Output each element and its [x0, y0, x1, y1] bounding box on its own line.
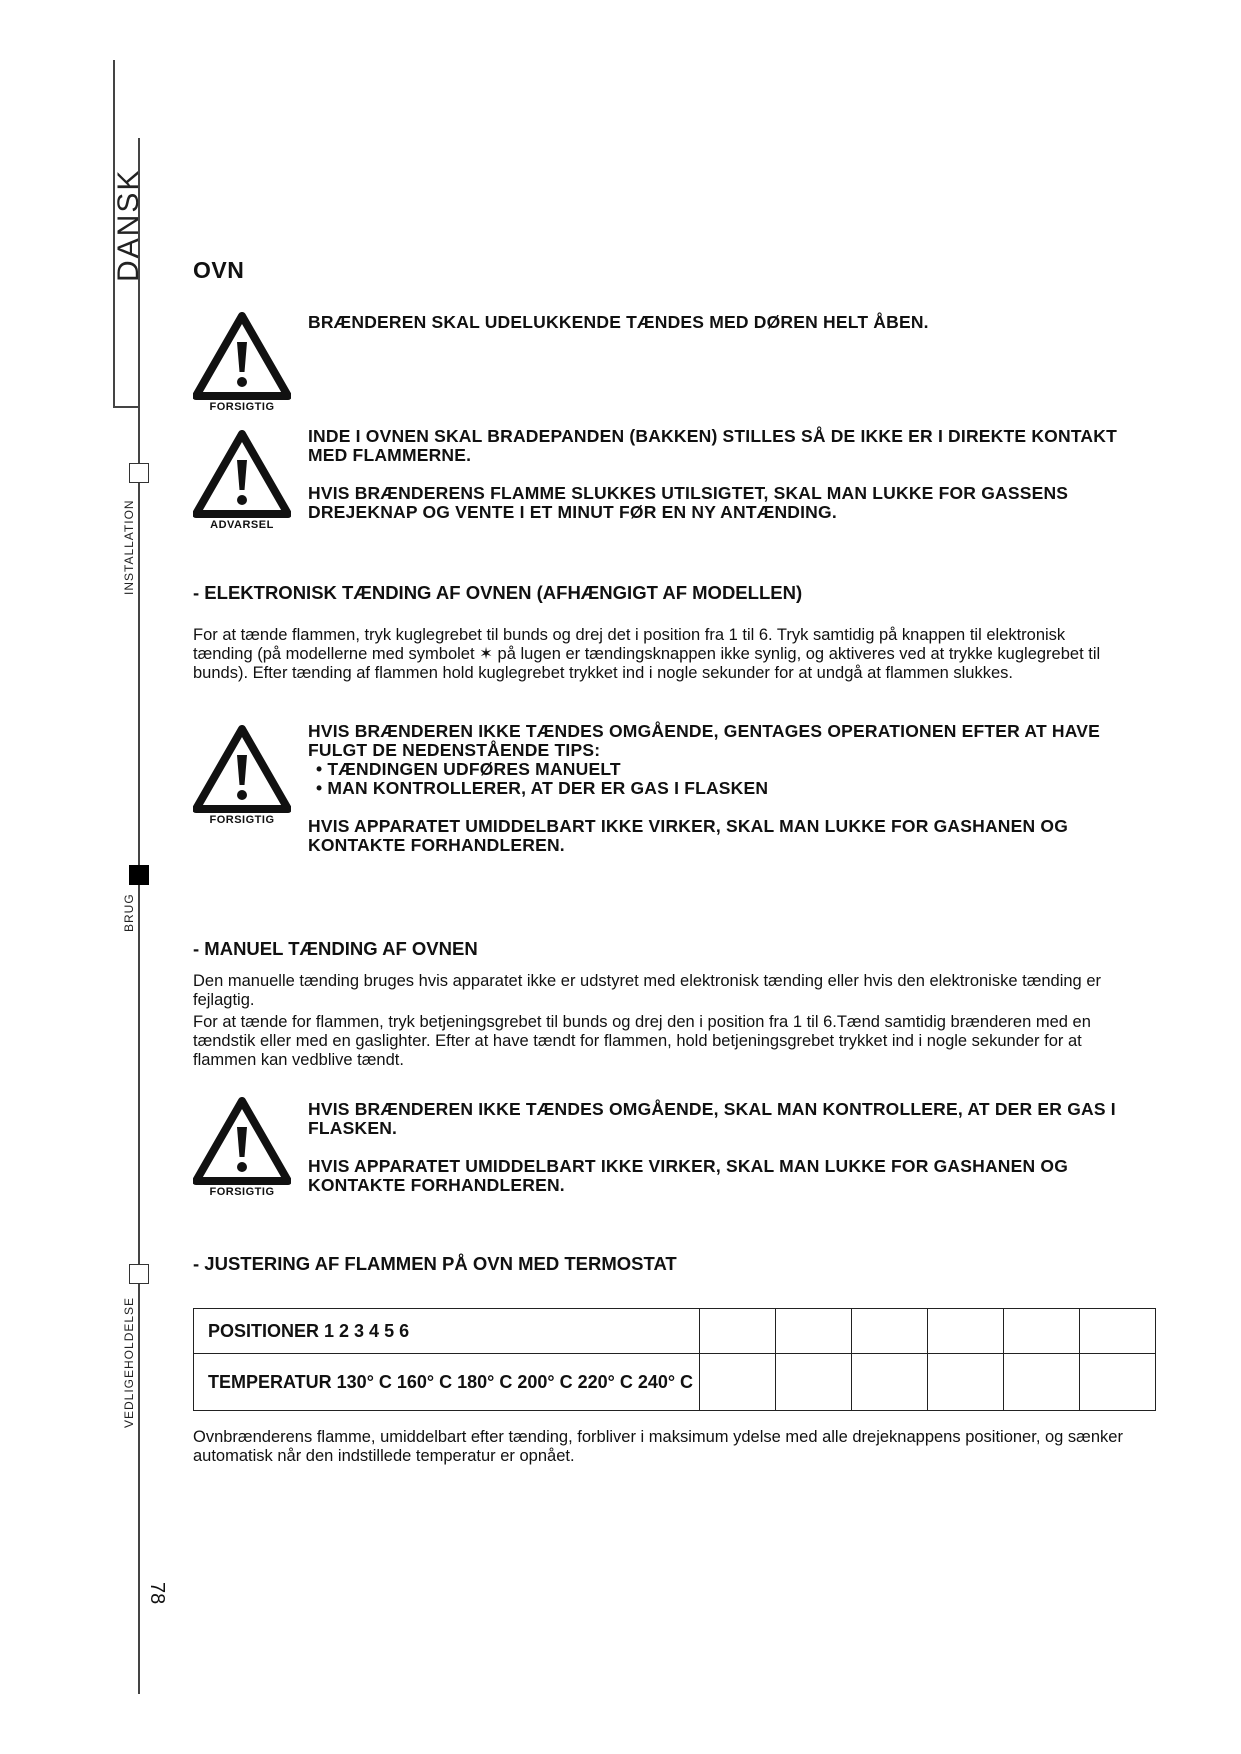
- warning-door-open-text: BRÆNDEREN SKAL UDELUKKENDE TÆNDES MED DØREN HELT ÅBEN.: [308, 312, 929, 332]
- table-cell: [700, 1354, 776, 1411]
- table-cell: [776, 1354, 852, 1411]
- warning-pan-text: INDE I OVNEN SKAL BRADEPANDEN (BAKKEN) STILLES SÅ DE IKKE ER I DIREKTE KONTAKT MED FLAMMERNE.: [308, 426, 1117, 465]
- thermostat-note-text: Ovnbrænderens flamme, umiddelbart efter tænding, forbliver i maksimum ydelse med alle drejeknappens positioner, og sænker automatisk når den indstillede temperatur er opnået.: [193, 1428, 1123, 1465]
- table-cell: [852, 1309, 928, 1354]
- warning-triangle-icon: [193, 312, 291, 413]
- warning-contact-dealer-text: HVIS APPARATET UMIDDELBART IKKE VIRKER, SKAL MAN LUKKE FOR GASHANEN OG KONTAKTE FORHANDLEREN.: [308, 816, 1069, 855]
- warning-pan-and-flame: [308, 427, 1138, 522]
- table-cell: [194, 1354, 700, 1411]
- warning-door-open: [308, 313, 1138, 332]
- table-row: [194, 1354, 1156, 1411]
- table-row: [194, 1309, 1156, 1354]
- sidebar-brug-marker: [129, 865, 149, 885]
- warning-icon-caption: FORSIGTIG: [209, 1186, 275, 1198]
- sidebar-installation-label: INSTALLATION: [122, 499, 136, 595]
- warning-triangle-icon: [193, 725, 291, 826]
- section-electronic-ignition-body: [193, 626, 1128, 683]
- sidebar-rule-main: [138, 138, 140, 1694]
- table-cell: [852, 1354, 928, 1411]
- sidebar-language-label: DANSK: [112, 168, 145, 282]
- sidebar-installation-marker: [129, 463, 149, 483]
- section-electronic-ignition-title: - ELEKTRONISK TÆNDING AF OVNEN (AFHÆNGIGT AF MODELLEN): [193, 582, 803, 603]
- table-cell: [194, 1309, 700, 1354]
- sidebar-vedligeholdelse-marker: [129, 1264, 149, 1284]
- sidebar-brug-label: BRUG: [122, 893, 136, 932]
- electronic-ignition-paragraph: For at tænde flammen, tryk kuglegrebet til bunds og drej det i position fra 1 til 6. Tryk samtidig på knappen til elektronisk tænding (på modellerne med symbolet ✶ på lugen er tændingsknappen ikke synlig, og aktiveres ved at trykke kuglegrebet til bunds). Efter tænding af flammen hold kuglegrebet trykket ind i nogle sekunder for at undgå at flammen slukkes.: [193, 626, 1101, 682]
- manual-ignition-paragraph-1: Den manuelle tænding bruges hvis apparatet ikke er udstyret med elektronisk tænding eller hvis den elektroniske tænding er fejlagtig.: [193, 972, 1101, 1009]
- warning-triangle-icon: [193, 430, 291, 531]
- warning-tip-item: • MAN KONTROLLERER, AT DER ER GAS I FLASKEN: [316, 778, 769, 798]
- warning-check-gas: [308, 1100, 1138, 1195]
- warning-triangle-icon: [193, 1097, 291, 1198]
- manual-ignition-paragraph-2: For at tænde for flammen, tryk betjeningsgrebet til bunds og drej den i position fra 1 til 6.Tænd samtidig brænderen med en tændstik eller med en gaslighter. Efter at have tændt for flammen, hold betjeningsgrebet trykket ind i nogle sekunder for at flammen kan vedblive tændt.: [193, 1013, 1091, 1069]
- table-cell: [1004, 1309, 1080, 1354]
- page-number: 78: [146, 1582, 168, 1605]
- table-cell: [928, 1309, 1004, 1354]
- table-cell: [700, 1309, 776, 1354]
- section-thermostat-title: - JUSTERING AF FLAMMEN PÅ OVN MED TERMOSTAT: [193, 1253, 677, 1274]
- warning-icon-caption: FORSIGTIG: [209, 814, 275, 826]
- position-temperature-table: [193, 1308, 1156, 1411]
- warning-no-ignition-intro: HVIS BRÆNDEREN IKKE TÆNDES OMGÅENDE, GENTAGES OPERATIONEN EFTER AT HAVE FULGT DE NEDENSTÅENDE TIPS:: [308, 721, 1101, 760]
- temperature-row-text: TEMPERATUR 130° C 160° C 180° C 200° C 220° C 240° C: [208, 1371, 694, 1392]
- positions-row-text: POSITIONER 1 2 3 4 5 6: [208, 1320, 410, 1341]
- table-cell: [1004, 1354, 1080, 1411]
- section-manual-ignition-body: [193, 972, 1128, 1070]
- warning-no-ignition-tips: [308, 722, 1138, 855]
- warning-check-gas-text: HVIS BRÆNDEREN IKKE TÆNDES OMGÅENDE, SKAL MAN KONTROLLERE, AT DER ER GAS I FLASKEN.: [308, 1099, 1116, 1138]
- page-title: OVN: [193, 257, 245, 283]
- sidebar-vedligeholdelse-label: VEDLIGEHOLDELSE: [122, 1296, 136, 1428]
- thermostat-note: [193, 1428, 1128, 1466]
- warning-icon-caption: FORSIGTIG: [209, 401, 275, 413]
- section-manual-ignition-title: - MANUEL TÆNDING AF OVNEN: [193, 938, 478, 959]
- table-cell: [776, 1309, 852, 1354]
- table-cell: [928, 1354, 1004, 1411]
- warning-tip-item: • TÆNDINGEN UDFØRES MANUELT: [316, 759, 621, 779]
- table-cell: [1080, 1354, 1156, 1411]
- warning-contact-dealer-text: HVIS APPARATET UMIDDELBART IKKE VIRKER, SKAL MAN LUKKE FOR GASHANEN OG KONTAKTE FORHANDLEREN.: [308, 1156, 1069, 1195]
- warning-icon-caption: ADVARSEL: [210, 519, 274, 531]
- table-cell: [1080, 1309, 1156, 1354]
- warning-flame-out-text: HVIS BRÆNDERENS FLAMME SLUKKES UTILSIGTET, SKAL MAN LUKKE FOR GASSENS DREJEKNAP OG VENTE I ET MINUT FØR EN NY ANTÆNDING.: [308, 483, 1069, 522]
- sidebar-tick-top: [113, 406, 140, 408]
- warning-tips-list: [308, 760, 1138, 798]
